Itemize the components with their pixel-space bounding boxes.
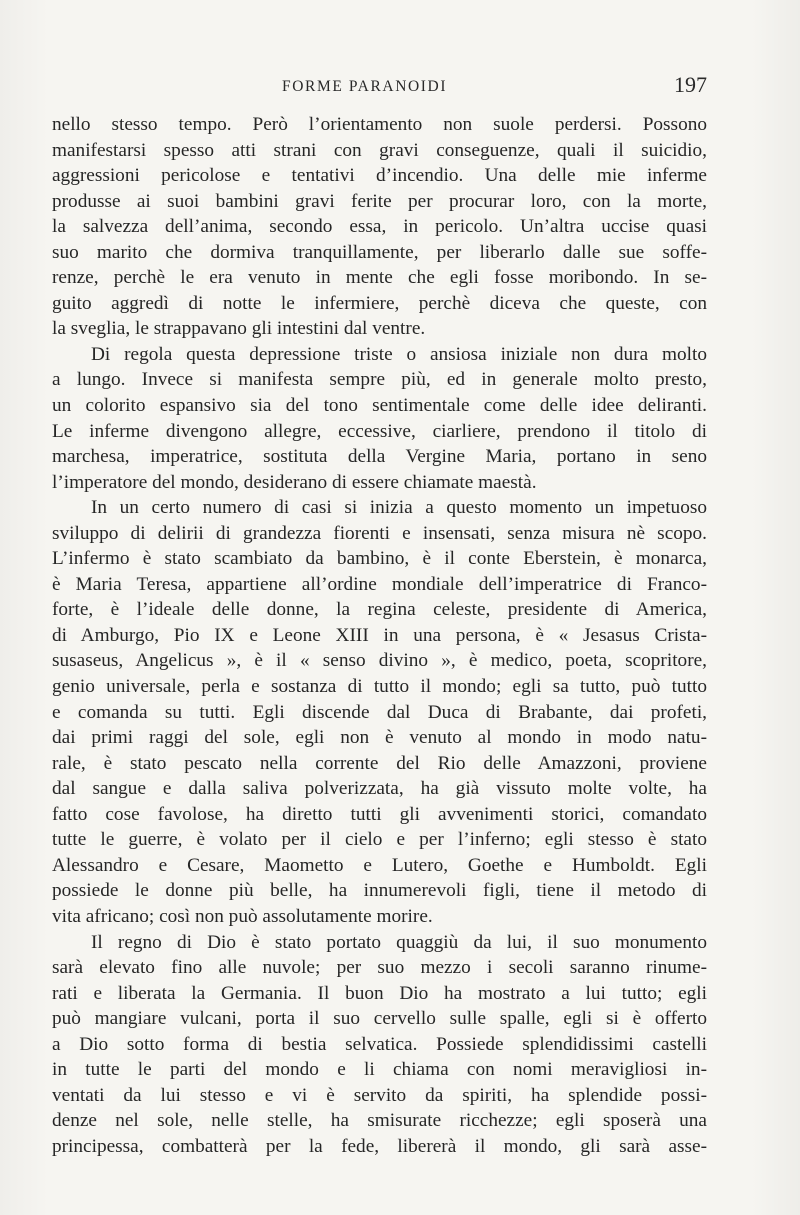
text-line: produsse ai suoi bambini gravi ferite per procurar loro, con la morte, xyxy=(52,190,707,212)
running-title: FORME PARANOIDI xyxy=(282,78,448,95)
body-text xyxy=(52,112,707,1159)
text-line: può mangiare vulcani, porta il suo cervello sulle spalle, egli si è offerto xyxy=(52,1008,707,1030)
text-line: ventati da lui stesso e vi è servito da spiriti, ha splendide possi- xyxy=(52,1084,707,1106)
text-line: Alessandro e Cesare, Maometto e Lutero, Goethe e Humboldt. Egli xyxy=(52,854,707,876)
text-line: sviluppo di delirii di grandezza fiorenti e insensati, senza misura nè scopo. xyxy=(52,522,707,544)
text-line: Il regno di Dio è stato portato quaggiù da lui, il suo monumento xyxy=(91,931,707,953)
text-line: Le inferme divengono allegre, eccessive, ciarliere, prendono il titolo di xyxy=(52,420,707,442)
page-header xyxy=(52,72,707,102)
text-line: rale, è stato pescato nella corrente del Rio delle Amazzoni, proviene xyxy=(52,752,707,774)
text-line: In un certo numero di casi si inizia a questo momento un impetuoso xyxy=(91,497,707,519)
text-line: la sveglia, le strappavano gli intestini dal ventre. xyxy=(52,318,426,340)
text-line: aggressioni pericolose e tentativi d’incendio. Una delle mie inferme xyxy=(52,165,707,187)
text-line: tutte le guerre, è volato per il cielo e per l’inferno; egli stesso è stato xyxy=(52,829,707,851)
text-line: forte, è l’ideale delle donne, la regina celeste, presidente di America, xyxy=(52,599,707,621)
text-line: renze, perchè le era venuto in mente che egli fosse moribondo. In se- xyxy=(52,267,707,289)
text-line: a Dio sotto forma di bestia selvatica. Possiede splendidissimi castelli xyxy=(52,1033,707,1055)
text-line: marchesa, imperatrice, sostituta della Vergine Maria, portano in seno xyxy=(52,446,707,468)
text-line: fatto cose favolose, ha diretto tutti gli avvenimenti storici, comandato xyxy=(52,803,707,825)
text-line: possiede le donne più belle, ha innumerevoli figli, tiene il metodo di xyxy=(52,880,707,902)
text-line: manifestarsi spesso atti strani con gravi conseguenze, quali il suicidio, xyxy=(52,139,707,161)
text-line: un colorito espansivo sia del tono sentimentale come delle idee deliranti. xyxy=(52,395,707,417)
text-line: l’imperatore del mondo, desiderano di essere chiamate maestà. xyxy=(52,471,537,493)
text-line: denze nel sole, nelle stelle, ha smisurate ricchezze; egli sposerà una xyxy=(52,1110,707,1132)
text-line: guito aggredì di notte le infermiere, perchè diceva che queste, con xyxy=(52,292,707,314)
text-line: susaseus, Angelicus », è il « senso divino », è medico, poeta, scopritore, xyxy=(52,650,707,672)
text-line: Di regola questa depressione triste o ansiosa iniziale non dura molto xyxy=(91,343,707,365)
text-line: a lungo. Invece si manifesta sempre più, ed in generale molto presto, xyxy=(52,369,707,391)
text-line: dal sangue e dalla saliva polverizzata, ha già vissuto molte volte, ha xyxy=(52,778,707,800)
text-line: vita africano; così non può assolutamente morire. xyxy=(52,905,433,927)
text-line: principessa, combatterà per la fede, libererà il mondo, gli sarà asse- xyxy=(52,1135,707,1157)
text-line: L’infermo è stato scambiato da bambino, è il conte Eberstein, è monarca, xyxy=(52,548,707,570)
text-line: e comanda su tutti. Egli discende dal Duca di Brabante, dai profeti, xyxy=(52,701,707,723)
text-line: suo marito che dormiva tranquillamente, per liberarlo dalle sue soffe- xyxy=(52,241,707,263)
text-line: è Maria Teresa, appartiene all’ordine mondiale dell’imperatrice di Franco- xyxy=(52,573,707,595)
text-line: nello stesso tempo. Però l’orientamento non suole perdersi. Possono xyxy=(52,114,707,135)
page-number: 197 xyxy=(674,72,707,97)
text-line: di Amburgo, Pio IX e Leone XIII in una persona, è « Jesasus Crista- xyxy=(52,624,707,646)
text-line: rati e liberata la Germania. Il buon Dio ha mostrato a lui tutto; egli xyxy=(52,982,707,1004)
text-line: dai primi raggi del sole, egli non è venuto al mondo in modo natu- xyxy=(52,727,707,749)
text-line: sarà elevato fino alle nuvole; per suo mezzo i secoli saranno rinume- xyxy=(52,957,707,979)
text-line: la salvezza dell’anima, secondo essa, in pericolo. Un’altra uccise quasi xyxy=(52,216,707,238)
text-line: genio universale, perla e sostanza di tutto il mondo; egli sa tutto, può tutto xyxy=(52,676,707,698)
text-line: in tutte le parti del mondo e li chiama con nomi meravigliosi in- xyxy=(52,1059,707,1081)
